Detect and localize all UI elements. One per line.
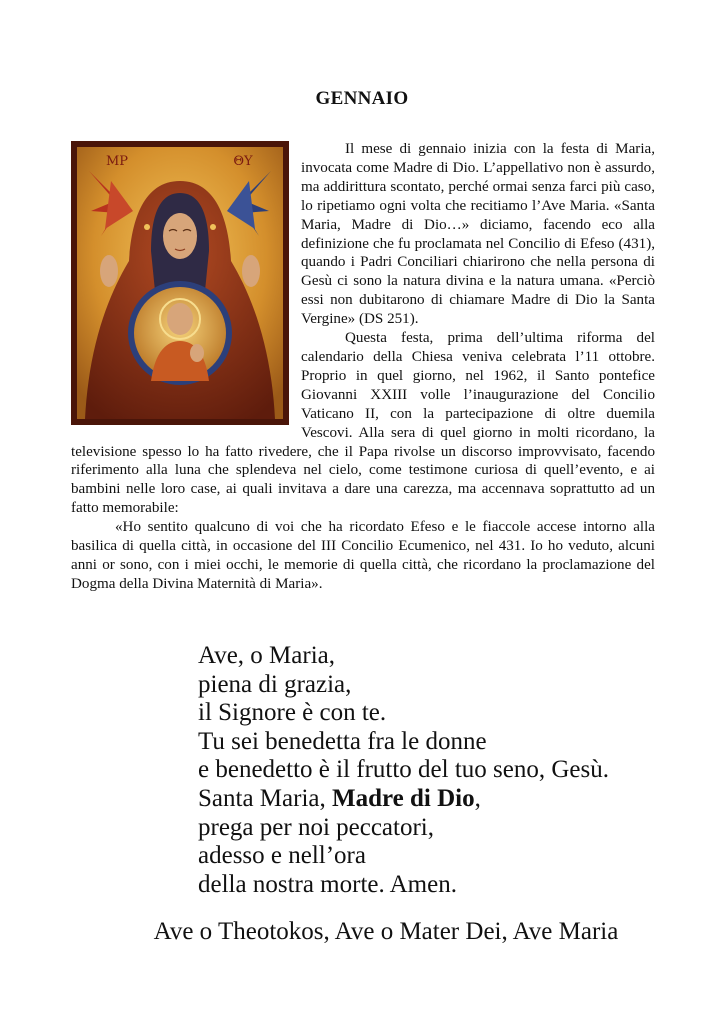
article-body xyxy=(71,140,655,594)
prayer-line: prega per noi peccatori, xyxy=(198,813,434,841)
paragraph-quote: «Ho sentito qualcuno di voi che ha ricordato Efeso e le fiaccole accese intorno alla basilica di quella città, in occasione del III Concilio Ecumenico, nel 431. Io ho veduto, alcuni anni or sono, con i miei occhi, le memorie di quella città, che ricordano la proclamazione del Dogma della Divina Maternità di Maria». xyxy=(71,519,655,592)
prayer-line-madre-di-dio xyxy=(198,785,609,814)
paragraph-history: Questa festa, prima dell’ultima riforma del calendario della Chiesa veniva celebrata l’11 ottobre. Proprio in quel giorno, nel 1962, il Santo pontefice Giovanni XXIII volle l’inaugurazione del Concilio Vaticano II, con la partecipazione di oltre duemila Vescovi. Alla sera di quel giorno in molti ricordano, la televisione spesso lo ha fatto rivedere, che il Papa rivolse un discorso improvvisato, facendo riferimento alla luna che splendeva nel cielo, come testimone curiosa di quell’evento, e ai bambini nelle loro case, ai quali invitava a dare una carezza, ma accennava soprattutto ad un fatto memorabile: xyxy=(71,330,655,517)
prayer-line: Tu sei benedetta fra le donne xyxy=(198,727,487,755)
prayer-line: Ave, o Maria, xyxy=(198,642,335,669)
image-spacer xyxy=(71,140,301,430)
prayer-line-suffix: , xyxy=(474,784,481,812)
prayer-line: il Signore è con te. xyxy=(198,699,387,727)
prayer-line: piena di grazia, xyxy=(198,670,352,698)
prayer-line: adesso e nell’ora xyxy=(198,842,366,870)
prayer-line: della nostra morte. Amen. xyxy=(198,870,457,898)
prayer-line: e benedetto è il frutto del tuo seno, Gesù. xyxy=(198,756,609,784)
page-title: GENNAIO xyxy=(315,88,409,109)
prayer-bold-phrase: Madre di Dio xyxy=(331,784,475,812)
icon-caption-right: ΘΥ xyxy=(233,154,253,169)
prayer-ave-maria xyxy=(198,642,609,899)
closing-invocation: Ave o Theotokos, Ave o Mater Dei, Ave Maria xyxy=(153,918,619,945)
paragraph-intro: Il mese di gennaio inizia con la festa di Maria, invocata come Madre di Dio. L’appellativo non è assurdo, ma addirittura scontato, perché ormai senza farci più caso, lo ripetiamo ogni volta che recitiamo l’Ave Maria. «Santa Maria, Madre di Dio…» diciamo, facendo eco alla definizione che fu proclamata nel Concilio di Efeso (431), quando i Padri Conciliari chiarirono che nella persona di Gesù ci sono la natura divina e la natura umana. «Perciò essi non dubitarono di chiamare Madre di Dio la Santa Vergine» (DS 251). xyxy=(301,141,655,328)
prayer-line-prefix: Santa Maria, xyxy=(198,784,332,812)
icon-caption-left: МР xyxy=(105,154,129,169)
